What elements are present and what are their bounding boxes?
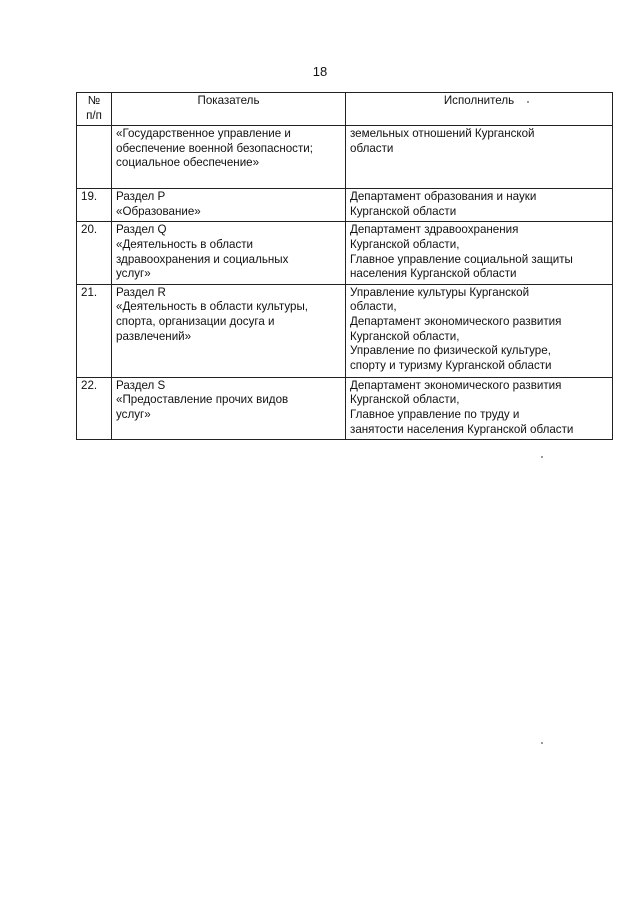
- scan-speck: [541, 742, 543, 744]
- row-num: 20.: [77, 222, 112, 284]
- row-indicator: Раздел R «Деятельность в области культуры, спорта, организации досуга и развлечений»: [112, 284, 346, 377]
- row-num: 22.: [77, 377, 112, 439]
- table-row: [77, 222, 613, 284]
- row-indicator: Раздел Q «Деятельность в области здравоохранения и социальных услуг»: [112, 222, 346, 284]
- row-executor: Департамент экономического развития Курганской области, Главное управление по труду и занятости населения Курганской области: [346, 377, 613, 439]
- table-row: [77, 126, 613, 189]
- page-number: 18: [312, 64, 328, 79]
- row-executor: Управление культуры Курганской области, Департамент экономического развития Курганской области, Управление по физической культуре, спорту и туризму Курганской области: [346, 284, 613, 377]
- table-row: [77, 377, 613, 439]
- table-row: [77, 189, 613, 222]
- row-num: 21.: [77, 284, 112, 377]
- scan-speck: [541, 456, 543, 458]
- header-indicator: Показатель: [112, 93, 346, 126]
- row-executor: Департамент образования и науки Курганской области: [346, 189, 613, 222]
- row-indicator: Раздел S «Предоставление прочих видов услуг»: [112, 377, 346, 439]
- scan-speck: [527, 101, 529, 103]
- table-row: [77, 284, 613, 377]
- row-executor: Департамент здравоохранения Курганской области, Главное управление социальной защиты населения Курганской области: [346, 222, 613, 284]
- row-num: 19.: [77, 189, 112, 222]
- row-executor: земельных отношений Курганской области: [346, 126, 613, 189]
- row-indicator: «Государственное управление и обеспечение военной безопасности; социальное обеспечение»: [112, 126, 346, 189]
- table-header-row: [77, 93, 613, 126]
- executors-table: [76, 92, 613, 440]
- row-indicator: Раздел P «Образование»: [112, 189, 346, 222]
- header-num: № п/п: [77, 93, 112, 126]
- header-executor: Исполнитель: [346, 93, 613, 126]
- row-num: [77, 126, 112, 189]
